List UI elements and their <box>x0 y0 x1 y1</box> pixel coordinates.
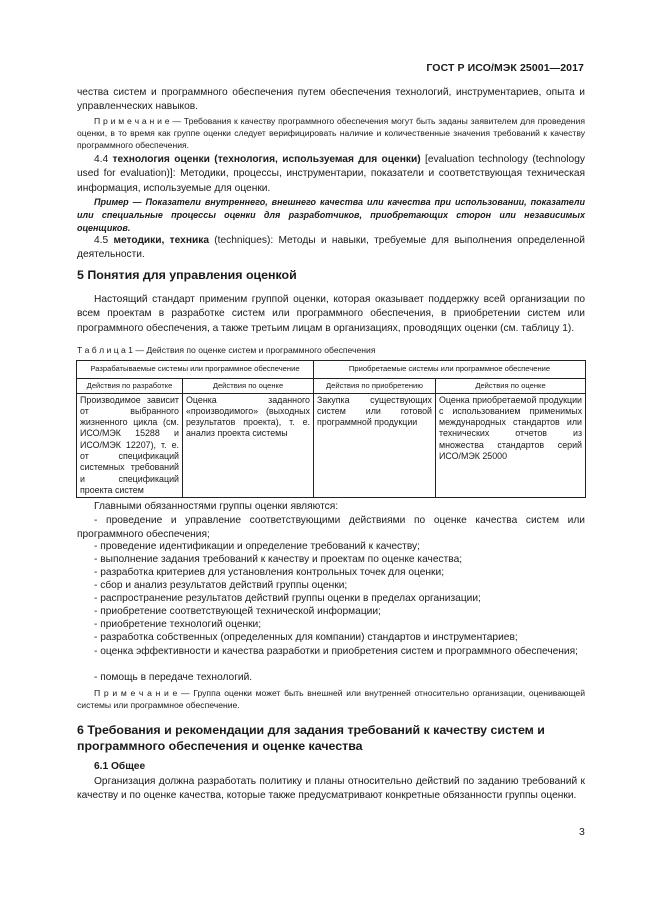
note-1-text: — Требования к качеству программного обеспечения могут быть заданы заявителем для проведения оценки, в то время как группе оценки следует верифицировать наличие и количественные значения требований к качеству программного обеспечения. <box>77 116 585 151</box>
duty-item: - оценка эффективности и качества разработки и приобретения систем и программного обеспечения; <box>94 646 578 657</box>
standard-header: ГОСТ Р ИСО/МЭК 25001—2017 <box>426 62 584 74</box>
definition-4-4 <box>77 153 585 196</box>
page-number: 3 <box>579 826 585 838</box>
def-4-4-number: 4.4 <box>94 154 113 165</box>
table-1 <box>76 360 586 498</box>
example-4-4 <box>77 196 585 235</box>
duty-item: - выполнение задания требований к качеству и проектам по оценке качества; <box>94 554 463 565</box>
note-1 <box>77 115 585 152</box>
def-4-5-number: 4.5 <box>94 235 114 246</box>
col-header-development: Действия по разработке <box>77 378 183 393</box>
section-5-paragraph: Настоящий стандарт применим группой оценки, которая оказывает поддержку всей организации по всем проектам в разработке систем или программного обеспечения, в приобретении систем или программного обеспечения, а также третьим лицам в организациях, проводящих оценки (см. таблицу 1). <box>77 294 585 334</box>
duty-item: - помощь в передаче технологий. <box>94 672 253 683</box>
table-group-acquired: Приобретаемые системы или программное обеспечение <box>314 361 586 379</box>
table-cell-evaluation-acq: Оценка приобретаемой продукции с использованием применимых международных стандартов или технических отчетов из множества стандартов серий ИСО/МЭК 25000 <box>436 393 586 498</box>
duty-item: - приобретение технологий оценки; <box>94 619 262 630</box>
duty-item: - проведение идентификации и определение требований к качеству; <box>94 541 420 552</box>
col-header-evaluation-acq: Действия по оценке <box>436 378 586 393</box>
note-2-label: П р и м е ч а н и е <box>94 688 178 698</box>
section-6-heading: 6 Требования и рекомендации для задания требований к качеству систем и программного обеспечения и оценке качества <box>77 723 545 753</box>
note-2 <box>77 687 585 711</box>
definition-4-5 <box>77 234 585 263</box>
note-2-text: — Группа оценки может быть внешней или внутренней относительно организации, оценивающей системы или программное обеспечение. <box>77 688 585 711</box>
duty-item: - проведение и управление соответствующими действиями по оценке качества систем или программного обеспечения; <box>77 515 585 541</box>
def-4-4-text: [evaluation technology (technology used for evaluation)]: Методики, процессы, инструментарии, показатели и соответствующая техническая информация, используемые для оценки. <box>77 154 585 194</box>
intro-continuation: чества систем и программного обеспечения путем обеспечения технологий, инструментариев, опыта и управленческих навыков. <box>77 87 585 113</box>
duties-intro: Главными обязанностями группы оценки являются: <box>94 501 339 512</box>
table-group-developed: Разрабатываемые системы или программное обеспечение <box>77 361 314 379</box>
duty-item: - разработка критериев для установления контрольных точек для оценки; <box>94 567 445 578</box>
table-header-group-row <box>77 361 586 379</box>
table-1-caption-text: — Действия по оценке систем и программного обеспечения <box>132 345 376 355</box>
duty-item: - распространение результатов действий группы оценки в пределах организации; <box>94 593 481 604</box>
table-1-caption-label: Т а б л и ц а 1 <box>77 345 133 355</box>
note-1-label: П р и м е ч а н и е <box>94 116 170 126</box>
example-text: — Показатели внутреннего, внешнего качества или качества при использовании, показатели или специальные процессы оценки для разработчиков, приобретающих сторон или независимых оценщиков. <box>77 197 585 233</box>
table-1-caption <box>77 345 376 355</box>
table-cell-development: Производимое зависит от выбранного жизненного цикла (см. ИСО/МЭК 15288 и ИСО/МЭК 12207), т. е. от спецификаций системных требований и спецификаций проекта систем <box>77 393 183 498</box>
col-header-evaluation-dev: Действия по оценке <box>183 378 314 393</box>
example-label: Пример <box>94 197 129 207</box>
duty-item: - сбор и анализ результатов действий группы оценки; <box>94 580 348 591</box>
def-4-5-text: (techniques): Методы и навыки, требуемые для выполнения определенной деятельности. <box>77 235 585 261</box>
col-header-acquisition: Действия по приобретению <box>314 378 436 393</box>
table-cell-evaluation-dev: Оценка заданного «производимого» (выходных результатов проекта), т. е. анализ проекта системы <box>183 393 314 498</box>
section-6-1-paragraph: Организация должна разработать политику и планы относительно действий по заданию требований к качеству и по оценке качества, которые также предусматривают конкретные обязанности группы оценки. <box>77 776 585 802</box>
table-row <box>77 393 586 498</box>
duty-item: - разработка собственных (определенных для компании) стандартов и инструментариев; <box>94 632 518 643</box>
def-4-4-term: технология оценки (технология, используемая для оценки) <box>112 154 421 165</box>
table-header-col-row <box>77 378 586 393</box>
def-4-5-term: методики, техника <box>113 235 210 246</box>
table-cell-acquisition: Закупка существующих систем или готовой программной продукции <box>314 393 436 498</box>
section-6-1-heading: 6.1 Общее <box>94 761 146 772</box>
section-5-heading: 5 Понятия для управления оценкой <box>77 268 297 282</box>
duty-item: - приобретение соответствующей технической информации; <box>94 606 381 617</box>
